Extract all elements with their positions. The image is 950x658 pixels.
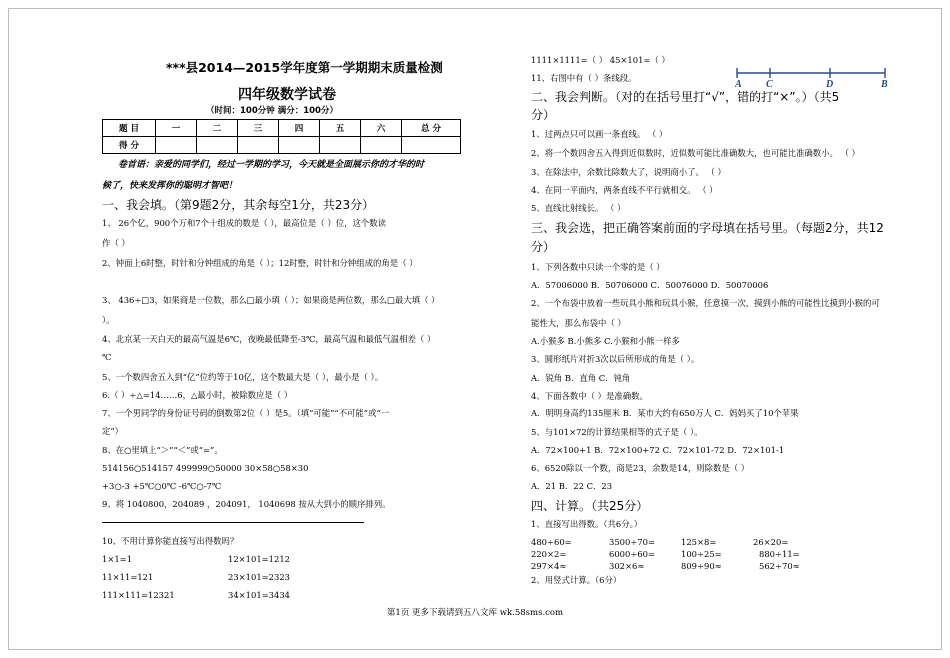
section-2-heading: 二、我会判断。（对的在括号里打“√”，错的打“×”。）（共5 <box>531 90 840 104</box>
calc-example: 12×101=1212 <box>228 554 290 564</box>
section-1-heading: 一、我会填。（第9题2分，其余每空1分，共23分） <box>102 198 375 212</box>
score-header-cell: 总 分 <box>402 120 461 137</box>
question-line: 9、将 1040800，204089 ，204091， 1040698 按从大到小的顺序排列。 <box>102 499 391 509</box>
choice-options: A.小猴多 B.小熊多 C.小猴和小熊一样多 <box>531 336 680 346</box>
question-line: ）。 <box>102 315 115 325</box>
line-segment-figure <box>735 62 895 88</box>
question-line: 作（ ） <box>102 238 130 248</box>
question-line: 4、北京某一天白天的最高气温是6℃，夜晚最低降至-3℃，最高气温和最低气温相差（ ） <box>102 334 436 344</box>
score-header-cell: 六 <box>361 120 402 137</box>
calc-problem: 880÷11= <box>759 549 800 559</box>
calc-instruction: 1、直接写出得数。（共6分。） <box>531 519 643 529</box>
choice-item: 3、圆形纸片对折3次以后所形成的角是（ ）。 <box>531 354 700 364</box>
calc-problem: 100÷25= <box>681 549 722 559</box>
score-header-cell: 四 <box>279 120 320 137</box>
judge-item: 3、在除法中，余数比除数大了，说明商小了。 （ ） <box>531 167 726 177</box>
calc-problem: 3500÷70= <box>609 537 656 547</box>
question-line: 6.（ ）÷△=14……6，△最小时，被除数应是（ ） <box>102 390 293 400</box>
calc-example: 111×111=12321 <box>102 590 175 600</box>
point-label: C <box>766 79 773 88</box>
section-3-heading-cont: 分） <box>531 240 556 254</box>
point-label: B <box>881 79 888 88</box>
calc-problem: 220×2= <box>531 549 567 559</box>
point-label: A <box>735 79 742 88</box>
calc-problem: 297×4≈ <box>531 561 567 571</box>
calc-example: 23×101=2323 <box>228 572 290 582</box>
calc-problem: 6000÷60= <box>609 549 656 559</box>
calc-example: 11×11=121 <box>102 572 154 582</box>
question-line: 10、不用计算你能直接写出得数吗？ <box>102 536 239 546</box>
question-line: 5、一个数四舍五入到“亿”位约等于10亿，这个数最大是（ ），最小是（ ）。 <box>102 372 384 382</box>
choice-item: 1、下列各数中只读一个零的是（ ） <box>531 262 665 272</box>
score-table <box>102 119 461 154</box>
section-3-heading: 三、我会选，把正确答案前面的字母填在括号里。（每题2分，共12 <box>531 221 884 235</box>
choice-item: 能性大，那么布袋中（ ） <box>531 318 626 328</box>
exam-title: ***县2014—2015学年度第一学期期末质量检测 <box>166 60 443 75</box>
score-row-label: 得 分 <box>103 137 156 154</box>
score-header-cell: 三 <box>238 120 279 137</box>
score-header-cell: 五 <box>320 120 361 137</box>
choice-options: A．72×100+1 B．72×100+72 C．72×101-72 D．72×101-1 <box>531 445 785 455</box>
question-line: 1111×1111=（ ） 45×101=（ ） <box>531 55 670 65</box>
question-line: 2、钟面上6时整，时针和分钟组成的角是（ ）；12时整，时针和分钟组成的角是（ ） <box>102 258 418 268</box>
calc-problem: 125×8= <box>681 537 717 547</box>
calc-example: 34×101=3434 <box>228 590 290 600</box>
judge-item: 4、在同一平面内，两条直线不平行就相交。 （ ） <box>531 185 718 195</box>
choice-item: 5、与101×72的计算结果相等的式子是（ ）。 <box>531 427 703 437</box>
exam-subtitle: 四年级数学试卷 <box>238 87 336 103</box>
calc-problem: 480÷60= <box>531 537 572 547</box>
question-line: 3、 436÷□3，如果商是一位数，那么□最小填（ ）；如果商是两位数，那么□最大填（ ） <box>102 295 440 305</box>
question-line: 514156○514157 499999○50000 30×58○58×30 <box>102 463 309 473</box>
score-header-cell: 题 目 <box>103 120 156 137</box>
score-cell[interactable] <box>279 137 320 154</box>
choice-item: 2、一个布袋中放着一些玩具小熊和玩具小猴，任意摸一次，摸到小熊的可能性比摸到小猴的可 <box>531 298 880 308</box>
calc-problem: 809÷90≈ <box>681 561 722 571</box>
choice-item: 4、下面各数中（ ）是准确数。 <box>531 391 648 401</box>
answer-blank-line[interactable] <box>102 522 364 523</box>
point-label: D <box>826 79 834 88</box>
score-header-cell: 一 <box>156 120 197 137</box>
choice-options: A．21 B．22 C．23 <box>531 481 613 491</box>
score-table-header-row <box>103 120 461 137</box>
score-cell[interactable] <box>361 137 402 154</box>
calc-problem: 26×20= <box>753 537 789 547</box>
question-line: 1、 26个亿，900个万和7个十组成的数是（ ），最高位是（ ）位，这个数读 <box>102 218 386 228</box>
calc-example: 1×1=1 <box>102 554 133 564</box>
section-4-heading: 四、计算。（共25分） <box>531 499 649 513</box>
score-table-score-row <box>103 137 461 154</box>
score-header-cell: 二 <box>197 120 238 137</box>
judge-item: 2、将一个数四舍五入得到近似数时，近似数可能比准确数大，也可能比准确数小。 （ ） <box>531 148 860 158</box>
score-cell[interactable] <box>197 137 238 154</box>
choice-options: A．57006000 B．50706000 C．50076000 D．50070006 <box>531 280 769 290</box>
score-cell[interactable] <box>238 137 279 154</box>
judge-item: 1、过两点只可以画一条直线。 （ ） <box>531 129 668 139</box>
greeting-line-1: 卷首语：亲爱的同学们，经过一学期的学习，今天就是全面展示你的才华的时 <box>118 160 425 170</box>
calc-problem: 302×6≈ <box>609 561 645 571</box>
exam-meta: （时间：100分钟 满分：100分） <box>206 106 338 116</box>
question-line: 8、在○里填上“＞”“＜”或“=”。 <box>102 445 223 455</box>
judge-item: 5、直线比射线长。 （ ） <box>531 203 626 213</box>
score-cell[interactable] <box>402 137 461 154</box>
greeting-line-2: 候了，快来发挥你的聪明才智吧！ <box>102 181 238 191</box>
question-line: 7、一个男同学的身份证号码的倒数第2位（ ）是5。（填“可能”“不可能”或“一 <box>102 408 390 418</box>
question-line: 11、右图中有（ ）条线段。 <box>531 73 637 83</box>
score-cell[interactable] <box>320 137 361 154</box>
question-line: +3○-3 +5℃○0℃ -6℃○-7℃ <box>102 481 222 491</box>
choice-options: A．明明身高约135厘米 B．某市大约有650万人 C．妈妈买了10个苹果 <box>531 408 799 418</box>
choice-item: 6、6520除以一个数，商是23，余数是14，则除数是（ ） <box>531 463 750 473</box>
question-line: 定”） <box>102 426 124 436</box>
score-cell[interactable] <box>156 137 197 154</box>
section-2-heading-cont: 分） <box>531 108 556 122</box>
choice-options: A．锐角 B．直角 C．钝角 <box>531 373 631 383</box>
calc-instruction: 2、用竖式计算。（6分） <box>531 575 622 585</box>
question-line: ℃ <box>102 352 112 362</box>
calc-problem: 562÷70≈ <box>759 561 800 571</box>
page-footer: 第1页 更多下载请到五八文库 wk.58sms.com <box>386 608 564 618</box>
